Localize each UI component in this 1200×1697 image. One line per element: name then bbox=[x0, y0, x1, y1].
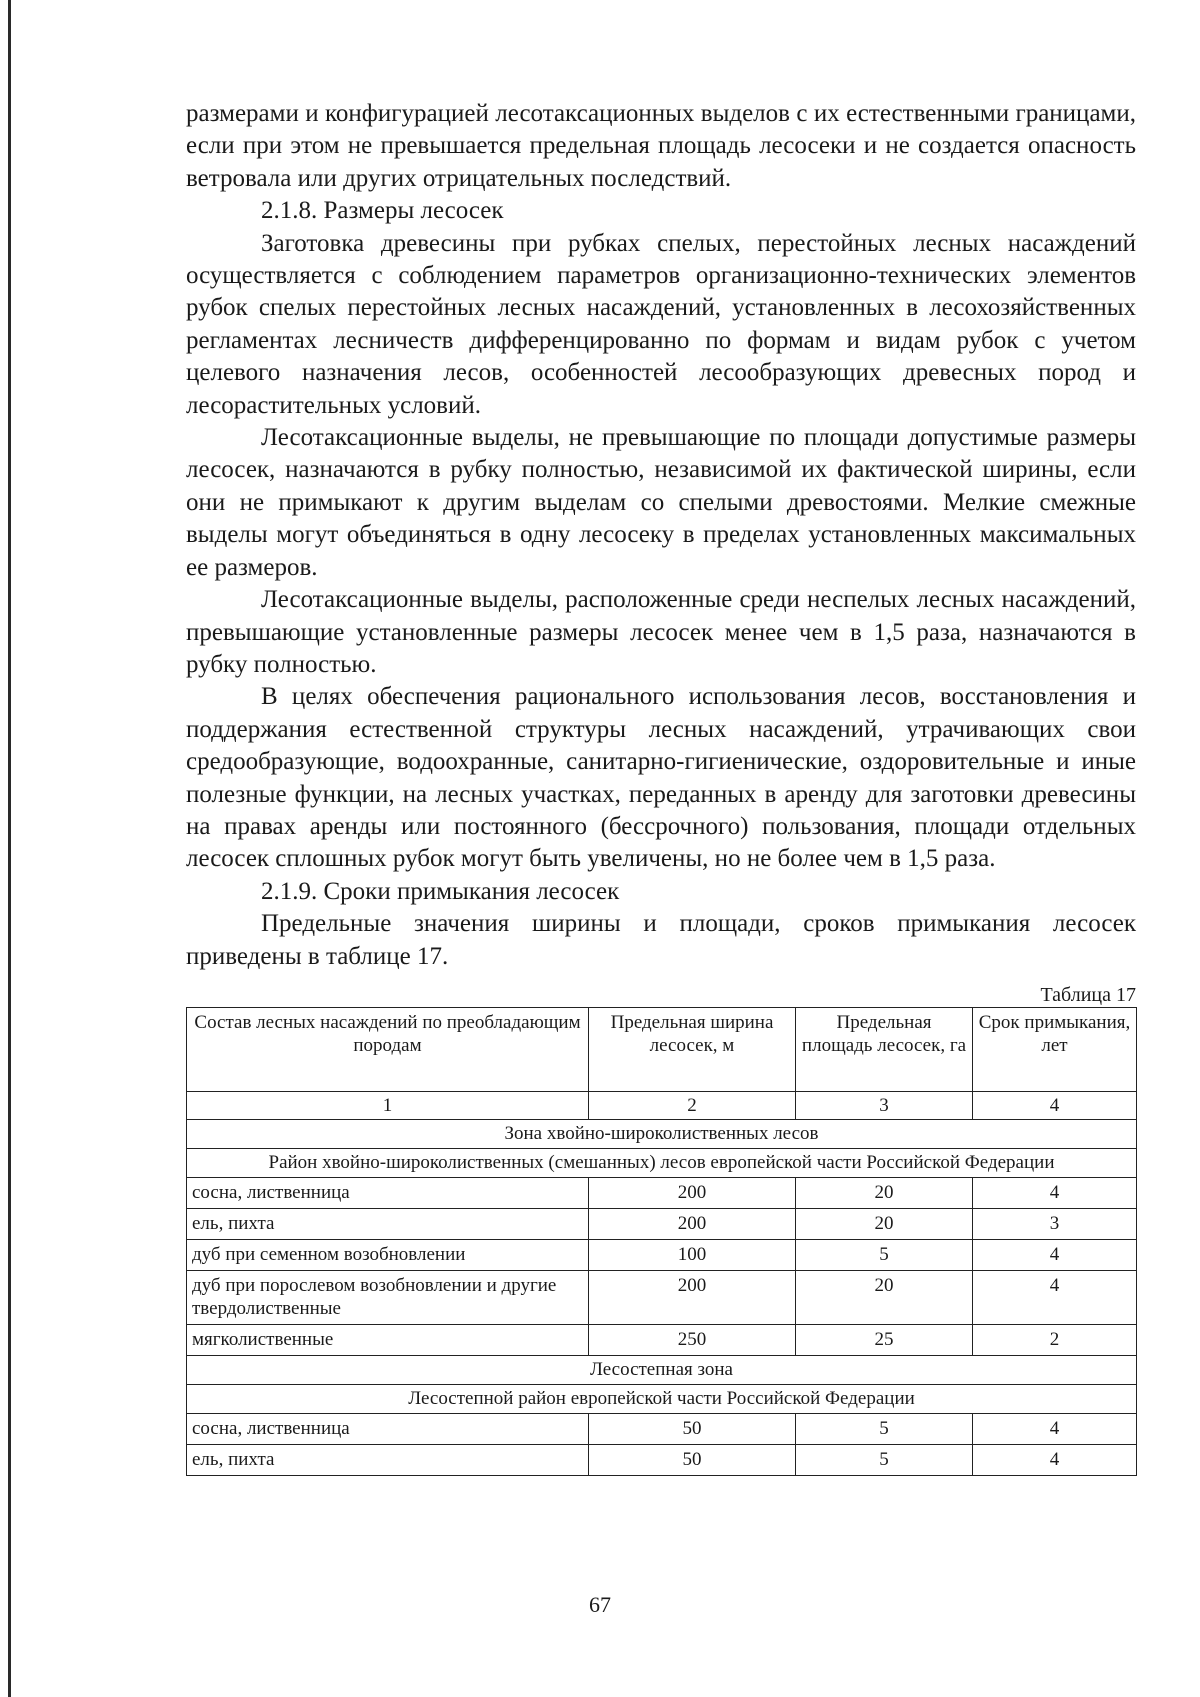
species-cell: сосна, лиственница bbox=[187, 1413, 589, 1444]
section-heading-2-1-8: 2.1.8. Размеры лесосек bbox=[261, 197, 504, 225]
region-row bbox=[187, 1384, 1137, 1413]
table-row bbox=[187, 1324, 1137, 1355]
width-cell: 200 bbox=[589, 1177, 796, 1208]
term-cell: 4 bbox=[973, 1413, 1137, 1444]
term-cell: 2 bbox=[973, 1324, 1137, 1355]
region-row bbox=[187, 1148, 1137, 1177]
paragraph-harvesting: Заготовка древесины при рубках спелых, перестойных лесных насаждений осуществляется с соблюдением параметров организационно-технических элементов рубок спелых перестойных лесных насаждений, установленных в лесохозяйственных регламентах лесничеств дифференцированно по формам и видам рубок с учетом целевого назначения лесов, особенностей лесообразующих древесных пород и лесорастительных условий. bbox=[186, 229, 1136, 419]
term-cell: 4 bbox=[973, 1239, 1137, 1270]
page-number: 67 bbox=[589, 1592, 611, 1617]
region-title: Лесостепной район европейской части Российской Федерации bbox=[187, 1384, 1137, 1413]
document-page bbox=[186, 98, 1136, 1476]
table-row bbox=[187, 1413, 1137, 1444]
header-adjacency-term: Срок примыкания, лет bbox=[973, 1007, 1137, 1091]
column-number: 2 bbox=[589, 1091, 796, 1119]
zone-title: Лесостепная зона bbox=[187, 1355, 1137, 1384]
width-cell: 100 bbox=[589, 1239, 796, 1270]
species-cell: мягколиственные bbox=[187, 1324, 589, 1355]
table-row bbox=[187, 1177, 1137, 1208]
species-cell: дуб при порослевом возобновлении и другие твердолиственные bbox=[187, 1270, 589, 1324]
area-cell: 20 bbox=[796, 1177, 973, 1208]
column-number: 3 bbox=[796, 1091, 973, 1119]
table-row bbox=[187, 1444, 1137, 1475]
paragraph-rational-use: В целях обеспечения рационального использования лесов, восстановления и поддержания естественной структуры лесных насаждений, утрачивающих свои средообразующие, водоохранные, санитарно-гигиенические, оздоровительные и иные полезные функции, на лесных участках, переданных в аренду для заготовки древесины на правах аренды или постоянного (бессрочного) пользования, площади отдельных лесосек сплошных рубок могут быть увеличены, но не более чем в 1,5 раза. bbox=[186, 683, 1136, 873]
zone-title: Зона хвойно-широколиственных лесов bbox=[187, 1119, 1137, 1148]
zone-row bbox=[187, 1355, 1137, 1384]
area-cell: 5 bbox=[796, 1444, 973, 1475]
width-cell: 250 bbox=[589, 1324, 796, 1355]
table-caption: Таблица 17 bbox=[1040, 983, 1136, 1006]
zone-row bbox=[187, 1119, 1137, 1148]
width-cell: 200 bbox=[589, 1208, 796, 1239]
paragraph-allotments: Лесотаксационные выделы, не превышающие по площади допустимые размеры лесосек, назначаются в рубку полностью, независимой их фактической ширины, если они не примыкают к другим выделам со спелыми древостоями. Мелкие смежные выделы могут объединяться в одну лесосеку в пределах установленных максимальных ее размеров. bbox=[186, 424, 1136, 581]
paragraph-table-reference: Предельные значения ширины и площади, сроков примыкания лесосек приведены в таблице 17. bbox=[186, 910, 1136, 970]
table-header-row bbox=[187, 1007, 1137, 1091]
paragraph-immature-stands: Лесотаксационные выделы, расположенные среди неспелых лесных насаждений, превышающие установленные размеры лесосек менее чем в 1,5 раза, назначаются в рубку полностью. bbox=[186, 586, 1136, 678]
term-cell: 4 bbox=[973, 1270, 1137, 1324]
term-cell: 3 bbox=[973, 1208, 1137, 1239]
species-cell: сосна, лиственница bbox=[187, 1177, 589, 1208]
section-heading-2-1-9: 2.1.9. Сроки примыкания лесосек bbox=[261, 877, 620, 905]
body-text bbox=[186, 98, 1136, 973]
column-number: 1 bbox=[187, 1091, 589, 1119]
term-cell: 4 bbox=[973, 1444, 1137, 1475]
term-cell: 4 bbox=[973, 1177, 1137, 1208]
width-cell: 50 bbox=[589, 1444, 796, 1475]
column-number: 4 bbox=[973, 1091, 1137, 1119]
region-title: Район хвойно-широколиственных (смешанных) лесов европейской части Российской Федерации bbox=[187, 1148, 1137, 1177]
width-cell: 200 bbox=[589, 1270, 796, 1324]
scan-edge-line bbox=[8, 0, 11, 1697]
header-area: Предельная площадь лесосек, га bbox=[796, 1007, 973, 1091]
area-cell: 5 bbox=[796, 1239, 973, 1270]
area-cell: 25 bbox=[796, 1324, 973, 1355]
table-17 bbox=[186, 1007, 1137, 1476]
species-cell: ель, пихта bbox=[187, 1444, 589, 1475]
area-cell: 20 bbox=[796, 1270, 973, 1324]
width-cell: 50 bbox=[589, 1413, 796, 1444]
species-cell: ель, пихта bbox=[187, 1208, 589, 1239]
header-composition: Состав лесных насаждений по преобладающим породам bbox=[187, 1007, 589, 1091]
area-cell: 20 bbox=[796, 1208, 973, 1239]
table-row bbox=[187, 1208, 1137, 1239]
area-cell: 5 bbox=[796, 1413, 973, 1444]
table-row bbox=[187, 1270, 1137, 1324]
species-cell: дуб при семенном возобновлении bbox=[187, 1239, 589, 1270]
header-width: Предельная ширина лесосек, м bbox=[589, 1007, 796, 1091]
table-row bbox=[187, 1239, 1137, 1270]
column-number-row bbox=[187, 1091, 1137, 1119]
paragraph-continuation: размерами и конфигурацией лесотаксационных выделов с их естественными границами, если при этом не превышается предельная площадь лесосеки и не создается опасность ветровала или других отрицательных последствий. bbox=[186, 100, 1136, 192]
